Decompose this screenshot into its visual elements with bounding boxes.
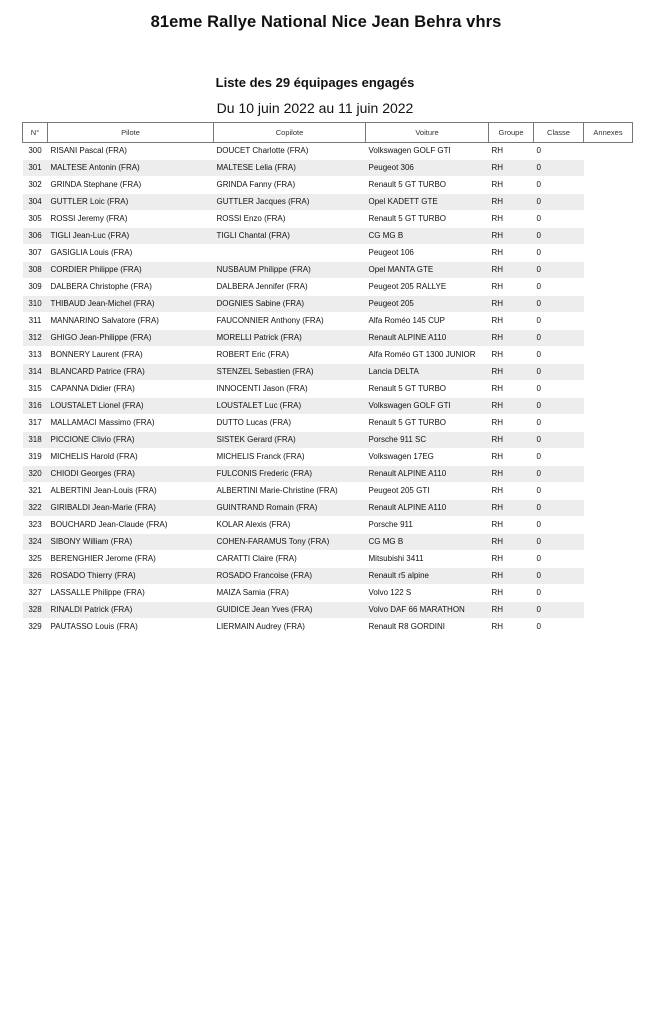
cell-pilote: GUTTLER Loic (FRA) (48, 194, 214, 211)
cell-classe: 0 (534, 245, 584, 262)
cell-copilote: GRINDA Fanny (FRA) (214, 177, 366, 194)
cell-annexes (584, 551, 633, 568)
cell-num: 310 (23, 296, 48, 313)
cell-groupe: RH (489, 347, 534, 364)
cell-pilote: BONNERY Laurent (FRA) (48, 347, 214, 364)
entry-list-table (22, 122, 633, 636)
table-row (23, 381, 633, 398)
cell-copilote: TIGLI Chantal (FRA) (214, 228, 366, 245)
cell-voiture: Volkswagen 17EG (366, 449, 489, 466)
cell-groupe: RH (489, 585, 534, 602)
cell-num: 320 (23, 466, 48, 483)
cell-annexes (584, 330, 633, 347)
cell-voiture: Porsche 911 SC (366, 432, 489, 449)
cell-groupe: RH (489, 602, 534, 619)
cell-groupe: RH (489, 432, 534, 449)
cell-annexes (584, 449, 633, 466)
cell-annexes (584, 347, 633, 364)
cell-pilote: CORDIER Philippe (FRA) (48, 262, 214, 279)
cell-pilote: LOUSTALET Lionel (FRA) (48, 398, 214, 415)
cell-annexes (584, 466, 633, 483)
cell-classe: 0 (534, 262, 584, 279)
table-row (23, 585, 633, 602)
cell-annexes (584, 381, 633, 398)
cell-copilote: DALBERA Jennifer (FRA) (214, 279, 366, 296)
cell-pilote: PAUTASSO Louis (FRA) (48, 619, 214, 636)
cell-num: 322 (23, 500, 48, 517)
cell-groupe: RH (489, 619, 534, 636)
table-row (23, 534, 633, 551)
cell-classe: 0 (534, 398, 584, 415)
cell-pilote: DALBERA Christophe (FRA) (48, 279, 214, 296)
cell-groupe: RH (489, 177, 534, 194)
cell-groupe: RH (489, 245, 534, 262)
table-row (23, 347, 633, 364)
cell-copilote: ROSSI Enzo (FRA) (214, 211, 366, 228)
cell-voiture: Peugeot 106 (366, 245, 489, 262)
cell-copilote: FULCONIS Frederic (FRA) (214, 466, 366, 483)
cell-num: 311 (23, 313, 48, 330)
cell-copilote: LIERMAIN Audrey (FRA) (214, 619, 366, 636)
table-row (23, 313, 633, 330)
cell-annexes (584, 585, 633, 602)
header-voiture: Voiture (366, 123, 489, 143)
table-row (23, 245, 633, 262)
table-row (23, 619, 633, 636)
cell-groupe: RH (489, 449, 534, 466)
cell-voiture: Peugeot 205 RALLYE (366, 279, 489, 296)
cell-annexes (584, 143, 633, 160)
cell-classe: 0 (534, 296, 584, 313)
cell-pilote: ALBERTINI Jean-Louis (FRA) (48, 483, 214, 500)
cell-classe: 0 (534, 313, 584, 330)
cell-voiture: Renault 5 GT TURBO (366, 177, 489, 194)
cell-pilote: PICCIONE Clivio (FRA) (48, 432, 214, 449)
cell-copilote: CARATTI Claire (FRA) (214, 551, 366, 568)
cell-pilote: BERENGHIER Jerome (FRA) (48, 551, 214, 568)
cell-voiture: Opel MANTA GTE (366, 262, 489, 279)
table-row (23, 364, 633, 381)
cell-pilote: ROSADO Thierry (FRA) (48, 568, 214, 585)
cell-num: 327 (23, 585, 48, 602)
cell-pilote: GIRIBALDI Jean-Marie (FRA) (48, 500, 214, 517)
cell-copilote: NUSBAUM Philippe (FRA) (214, 262, 366, 279)
cell-num: 323 (23, 517, 48, 534)
header-num: N° (23, 123, 48, 143)
cell-classe: 0 (534, 568, 584, 585)
cell-annexes (584, 517, 633, 534)
cell-groupe: RH (489, 364, 534, 381)
document-title: 81eme Rallye National Nice Jean Behra vhrs (150, 13, 502, 31)
cell-classe: 0 (534, 449, 584, 466)
header-classe: Classe (534, 123, 584, 143)
cell-voiture: Opel KADETT GTE (366, 194, 489, 211)
cell-voiture: Renault 5 GT TURBO (366, 415, 489, 432)
cell-classe: 0 (534, 194, 584, 211)
table-row (23, 279, 633, 296)
cell-num: 309 (23, 279, 48, 296)
cell-voiture: Mitsubishi 3411 (366, 551, 489, 568)
table-header-row (23, 123, 633, 143)
cell-classe: 0 (534, 330, 584, 347)
cell-num: 302 (23, 177, 48, 194)
cell-num: 318 (23, 432, 48, 449)
cell-classe: 0 (534, 483, 584, 500)
cell-groupe: RH (489, 483, 534, 500)
cell-voiture: Renault r5 alpine (366, 568, 489, 585)
cell-copilote: FAUCONNIER Anthony (FRA) (214, 313, 366, 330)
cell-classe: 0 (534, 160, 584, 177)
cell-groupe: RH (489, 313, 534, 330)
table-row (23, 432, 633, 449)
cell-pilote: MANNARINO Salvatore (FRA) (48, 313, 214, 330)
cell-num: 316 (23, 398, 48, 415)
cell-annexes (584, 177, 633, 194)
cell-copilote: GUIDICE Jean Yves (FRA) (214, 602, 366, 619)
cell-num: 314 (23, 364, 48, 381)
cell-classe: 0 (534, 619, 584, 636)
cell-voiture: Renault 5 GT TURBO (366, 211, 489, 228)
cell-classe: 0 (534, 177, 584, 194)
cell-copilote: ROSADO Francoise (FRA) (214, 568, 366, 585)
cell-num: 301 (23, 160, 48, 177)
cell-copilote: STENZEL Sebastien (FRA) (214, 364, 366, 381)
cell-pilote: RISANI Pascal (FRA) (48, 143, 214, 160)
cell-annexes (584, 568, 633, 585)
cell-classe: 0 (534, 466, 584, 483)
cell-classe: 0 (534, 211, 584, 228)
cell-groupe: RH (489, 211, 534, 228)
cell-pilote: MALLAMACI Massimo (FRA) (48, 415, 214, 432)
table-row (23, 483, 633, 500)
cell-copilote: DOUCET Charlotte (FRA) (214, 143, 366, 160)
cell-voiture: Renault ALPINE A110 (366, 330, 489, 347)
cell-voiture: Volkswagen GOLF GTI (366, 398, 489, 415)
table-row (23, 330, 633, 347)
cell-voiture: Renault ALPINE A110 (366, 466, 489, 483)
cell-annexes (584, 534, 633, 551)
cell-pilote: BOUCHARD Jean-Claude (FRA) (48, 517, 214, 534)
cell-copilote: MORELLI Patrick (FRA) (214, 330, 366, 347)
cell-groupe: RH (489, 194, 534, 211)
cell-classe: 0 (534, 381, 584, 398)
cell-groupe: RH (489, 160, 534, 177)
table-row (23, 551, 633, 568)
cell-copilote: MICHELIS Franck (FRA) (214, 449, 366, 466)
table-row (23, 228, 633, 245)
cell-groupe: RH (489, 534, 534, 551)
cell-num: 325 (23, 551, 48, 568)
table-row (23, 296, 633, 313)
cell-pilote: LASSALLE Philippe (FRA) (48, 585, 214, 602)
table-row (23, 517, 633, 534)
cell-pilote: CAPANNA Didier (FRA) (48, 381, 214, 398)
cell-groupe: RH (489, 262, 534, 279)
cell-pilote: TIGLI Jean-Luc (FRA) (48, 228, 214, 245)
cell-copilote: DOGNIES Sabine (FRA) (214, 296, 366, 313)
table-row (23, 500, 633, 517)
cell-annexes (584, 364, 633, 381)
cell-voiture: Volvo DAF 66 MARATHON (366, 602, 489, 619)
cell-voiture: Peugeot 205 (366, 296, 489, 313)
cell-num: 307 (23, 245, 48, 262)
cell-annexes (584, 313, 633, 330)
cell-pilote: THIBAUD Jean-Michel (FRA) (48, 296, 214, 313)
cell-num: 328 (23, 602, 48, 619)
cell-annexes (584, 245, 633, 262)
header-copilote: Copilote (214, 123, 366, 143)
cell-annexes (584, 211, 633, 228)
cell-classe: 0 (534, 534, 584, 551)
cell-voiture: Alfa Roméo 145 CUP (366, 313, 489, 330)
table-row (23, 211, 633, 228)
cell-num: 313 (23, 347, 48, 364)
cell-pilote: GHIGO Jean-Philippe (FRA) (48, 330, 214, 347)
document-subtitle: Liste des 29 équipages engagés (215, 75, 415, 90)
cell-num: 324 (23, 534, 48, 551)
cell-groupe: RH (489, 279, 534, 296)
cell-classe: 0 (534, 500, 584, 517)
cell-annexes (584, 194, 633, 211)
cell-copilote (214, 245, 366, 262)
table-row (23, 466, 633, 483)
cell-voiture: Renault 5 GT TURBO (366, 381, 489, 398)
cell-groupe: RH (489, 296, 534, 313)
cell-annexes (584, 262, 633, 279)
table-row (23, 143, 633, 160)
cell-groupe: RH (489, 551, 534, 568)
cell-voiture: Renault ALPINE A110 (366, 500, 489, 517)
cell-voiture: CG MG B (366, 228, 489, 245)
cell-num: 317 (23, 415, 48, 432)
cell-classe: 0 (534, 347, 584, 364)
cell-annexes (584, 432, 633, 449)
cell-copilote: INNOCENTI Jason (FRA) (214, 381, 366, 398)
cell-pilote: GASIGLIA Louis (FRA) (48, 245, 214, 262)
cell-pilote: SIBONY William (FRA) (48, 534, 214, 551)
cell-annexes (584, 228, 633, 245)
cell-classe: 0 (534, 517, 584, 534)
cell-groupe: RH (489, 330, 534, 347)
cell-voiture: Alfa Roméo GT 1300 JUNIOR (366, 347, 489, 364)
table-row (23, 415, 633, 432)
cell-copilote: GUINTRAND Romain (FRA) (214, 500, 366, 517)
cell-classe: 0 (534, 602, 584, 619)
cell-copilote: MAIZA Samia (FRA) (214, 585, 366, 602)
table-row (23, 177, 633, 194)
cell-groupe: RH (489, 398, 534, 415)
cell-num: 312 (23, 330, 48, 347)
table-row (23, 449, 633, 466)
cell-voiture: Renault R8 GORDINI (366, 619, 489, 636)
cell-groupe: RH (489, 381, 534, 398)
cell-copilote: GUTTLER Jacques (FRA) (214, 194, 366, 211)
header-annexes: Annexes (584, 123, 633, 143)
cell-annexes (584, 619, 633, 636)
cell-voiture: Volvo 122 S (366, 585, 489, 602)
cell-num: 319 (23, 449, 48, 466)
cell-copilote: DUTTO Lucas (FRA) (214, 415, 366, 432)
cell-copilote: KOLAR Alexis (FRA) (214, 517, 366, 534)
cell-classe: 0 (534, 228, 584, 245)
cell-num: 308 (23, 262, 48, 279)
cell-copilote: SISTEK Gerard (FRA) (214, 432, 366, 449)
cell-pilote: BLANCARD Patrice (FRA) (48, 364, 214, 381)
cell-copilote: ROBERT Eric (FRA) (214, 347, 366, 364)
cell-groupe: RH (489, 415, 534, 432)
cell-annexes (584, 602, 633, 619)
cell-pilote: MICHELIS Harold (FRA) (48, 449, 214, 466)
cell-annexes (584, 279, 633, 296)
table-row (23, 194, 633, 211)
cell-groupe: RH (489, 568, 534, 585)
cell-voiture: Lancia DELTA (366, 364, 489, 381)
cell-classe: 0 (534, 279, 584, 296)
table-row (23, 398, 633, 415)
cell-copilote: ALBERTINI Marie-Christine (FRA) (214, 483, 366, 500)
cell-num: 326 (23, 568, 48, 585)
cell-voiture: Porsche 911 (366, 517, 489, 534)
table-row (23, 262, 633, 279)
cell-num: 315 (23, 381, 48, 398)
cell-classe: 0 (534, 143, 584, 160)
cell-num: 329 (23, 619, 48, 636)
event-dates: Du 10 juin 2022 au 11 juin 2022 (216, 100, 414, 116)
header-groupe: Groupe (489, 123, 534, 143)
cell-pilote: MALTESE Antonin (FRA) (48, 160, 214, 177)
cell-num: 304 (23, 194, 48, 211)
cell-copilote: LOUSTALET Luc (FRA) (214, 398, 366, 415)
cell-voiture: CG MG B (366, 534, 489, 551)
cell-classe: 0 (534, 551, 584, 568)
cell-num: 306 (23, 228, 48, 245)
cell-pilote: CHIODI Georges (FRA) (48, 466, 214, 483)
cell-annexes (584, 296, 633, 313)
cell-classe: 0 (534, 432, 584, 449)
cell-classe: 0 (534, 415, 584, 432)
cell-copilote: COHEN-FARAMUS Tony (FRA) (214, 534, 366, 551)
cell-groupe: RH (489, 143, 534, 160)
cell-groupe: RH (489, 500, 534, 517)
cell-voiture: Peugeot 205 GTI (366, 483, 489, 500)
cell-groupe: RH (489, 517, 534, 534)
cell-classe: 0 (534, 585, 584, 602)
header-pilote: Pilote (48, 123, 214, 143)
cell-pilote: RINALDI Patrick (FRA) (48, 602, 214, 619)
cell-annexes (584, 415, 633, 432)
cell-annexes (584, 483, 633, 500)
cell-pilote: GRINDA Stephane (FRA) (48, 177, 214, 194)
cell-num: 321 (23, 483, 48, 500)
table-row (23, 602, 633, 619)
cell-annexes (584, 160, 633, 177)
cell-groupe: RH (489, 228, 534, 245)
table-row (23, 568, 633, 585)
cell-classe: 0 (534, 364, 584, 381)
cell-annexes (584, 500, 633, 517)
table-row (23, 160, 633, 177)
cell-copilote: MALTESE Lelia (FRA) (214, 160, 366, 177)
cell-voiture: Volkswagen GOLF GTI (366, 143, 489, 160)
cell-num: 300 (23, 143, 48, 160)
cell-groupe: RH (489, 466, 534, 483)
cell-annexes (584, 398, 633, 415)
cell-num: 305 (23, 211, 48, 228)
cell-pilote: ROSSI Jeremy (FRA) (48, 211, 214, 228)
cell-voiture: Peugeot 306 (366, 160, 489, 177)
